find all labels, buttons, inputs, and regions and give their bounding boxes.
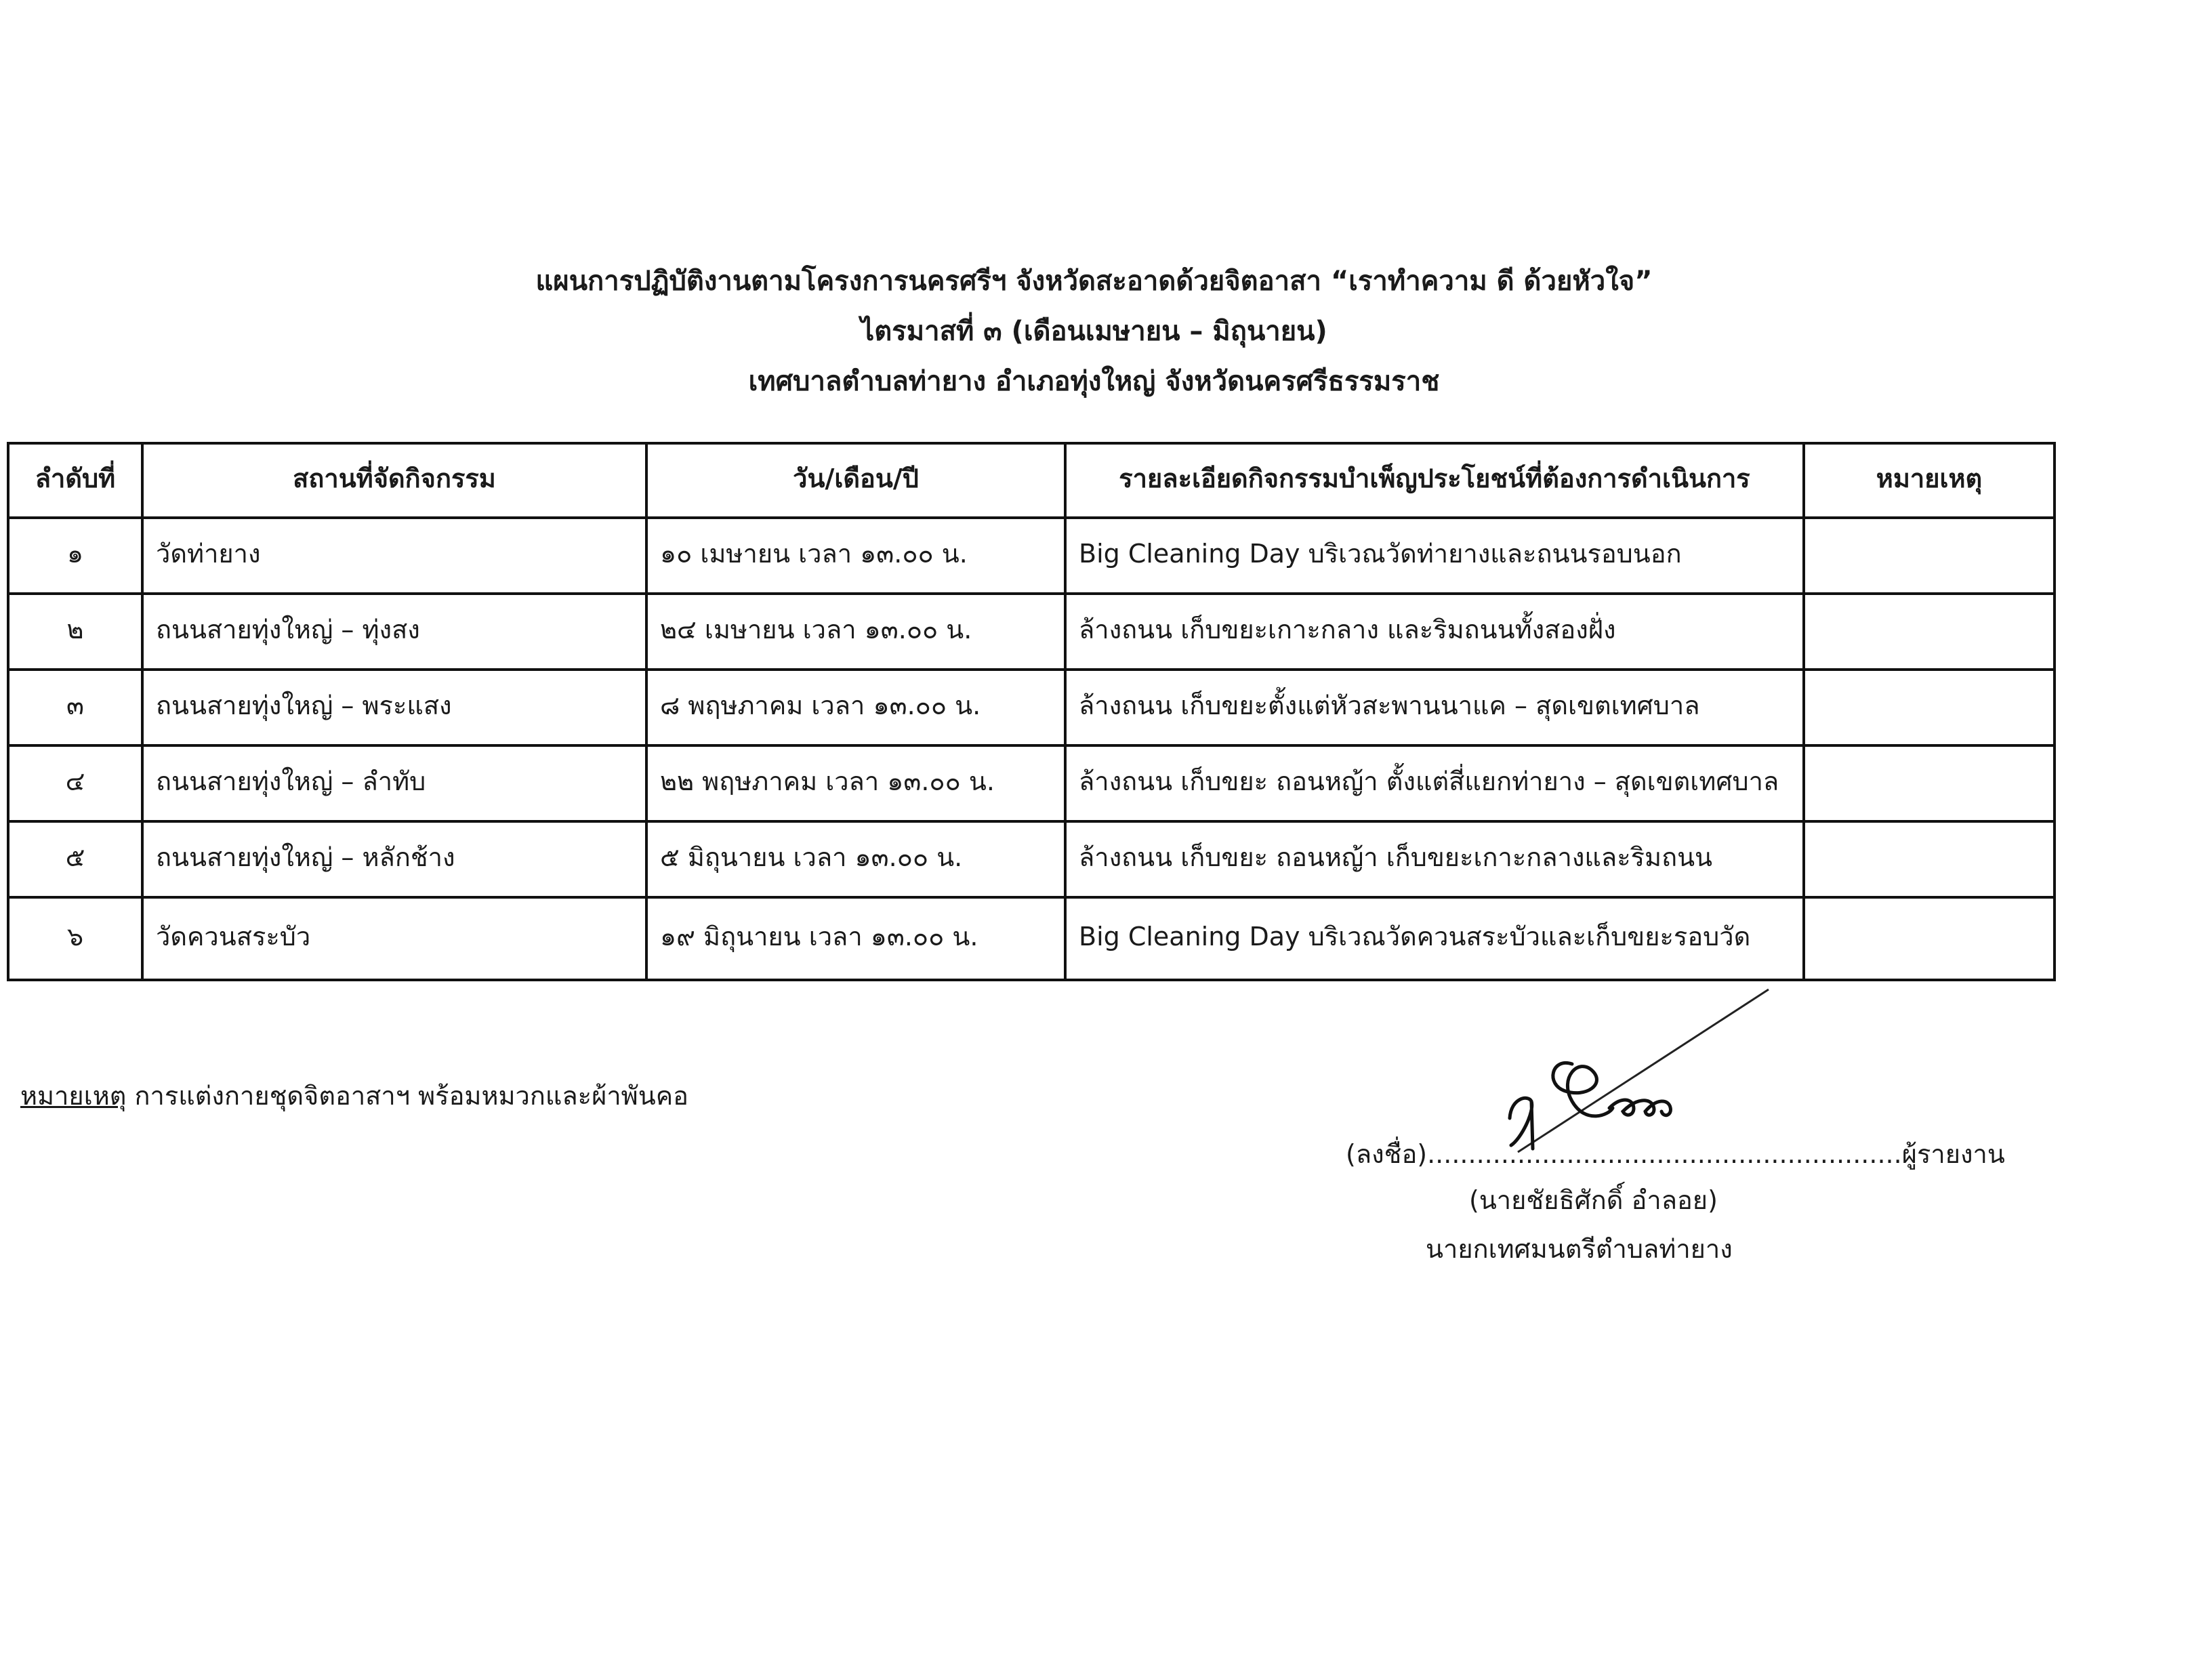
table-horizontal-rule	[7, 516, 2053, 519]
signatory-name: (นายชัยธิศักดิ์ อำลอย)	[1469, 1185, 1718, 1215]
row-place: วัดท่ายาง	[156, 539, 261, 569]
table-horizontal-rule	[7, 896, 2053, 899]
row-date: ๕ มิถุนายน เวลา ๑๓.๐๐ น.	[660, 842, 963, 872]
row-date: ๒๔ เมษายน เวลา ๑๓.๐๐ น.	[660, 615, 972, 644]
header-place: สถานที่จัดกิจกรรม	[293, 464, 496, 493]
header-order: ลำดับที่	[35, 464, 116, 493]
row-date: ๑๐ เมษายน เวลา ๑๓.๐๐ น.	[660, 539, 968, 569]
footnote-label: หมายเหตุ	[20, 1081, 127, 1111]
table-horizontal-rule	[7, 668, 2053, 671]
row-place: ถนนสายทุ่งใหญ่ – หลักช้าง	[156, 842, 455, 872]
row-place: วัดควนสระบัว	[156, 922, 311, 951]
handwritten-signature	[1491, 983, 1775, 1159]
table-vertical-rule	[2053, 442, 2056, 981]
row-number: ๑	[66, 539, 84, 569]
row-detail: ล้างถนน เก็บขยะ ถอนหญ้า ตั้งแต่สี่แยกท่ายาง – สุดเขตเทศบาล	[1079, 766, 1779, 796]
table-horizontal-rule	[7, 442, 2053, 445]
row-place: ถนนสายทุ่งใหญ่ – ทุ่งสง	[156, 615, 420, 644]
row-number: ๔	[65, 766, 85, 796]
row-detail: Big Cleaning Day บริเวณวัดควนสระบัวและเก็บขยะรอบวัด	[1079, 922, 1751, 951]
row-date: ๘ พฤษภาคม เวลา ๑๓.๐๐ น.	[660, 691, 981, 720]
row-detail: ล้างถนน เก็บขยะ ถอนหญ้า เก็บขยะเกาะกลางและริมถนน	[1079, 842, 1713, 872]
table-vertical-rule	[141, 442, 144, 981]
table-horizontal-rule	[7, 744, 2053, 747]
document-title: แผนการปฏิบัติงานตามโครงการนครศรีฯ จังหวัดสะอาดด้วยจิตอาสา “เราทำความ ดี ด้วยหัวใจ”	[535, 266, 1653, 297]
header-date: วัน/เดือน/ปี	[793, 464, 919, 493]
table-horizontal-rule	[7, 592, 2053, 595]
row-number: ๒	[66, 615, 84, 644]
row-place: ถนนสายทุ่งใหญ่ – พระแสง	[156, 691, 452, 720]
table-horizontal-rule	[7, 979, 2053, 981]
row-detail: ล้างถนน เก็บขยะตั้งแต่หัวสะพานนาแค – สุดเขตเทศบาล	[1079, 691, 1700, 720]
footnote-text: การแต่งกายชุดจิตอาสาฯ พร้อมหมวกและผ้าพันคอ	[126, 1081, 688, 1111]
row-date: ๑๙ มิถุนายน เวลา ๑๓.๐๐ น.	[660, 922, 978, 951]
document-subtitle-quarter: ไตรมาสที่ ๓ (เดือนเมษายน – มิถุนายน)	[861, 316, 1327, 347]
signature-line: (ลงชื่อ)..........................................................ผู้รายงาน	[1346, 1139, 2005, 1169]
table-vertical-rule	[1064, 442, 1067, 981]
row-place: ถนนสายทุ่งใหญ่ – ลำทับ	[156, 766, 426, 796]
table-vertical-rule	[1802, 442, 1805, 981]
footnote	[20, 1075, 688, 1116]
row-number: ๖	[66, 922, 84, 951]
header-remark: หมายเหตุ	[1876, 464, 1983, 493]
row-detail: Big Cleaning Day บริเวณวัดท่ายางและถนนรอบนอก	[1079, 539, 1682, 569]
table-horizontal-rule	[7, 820, 2053, 823]
row-number: ๕	[65, 842, 85, 872]
row-number: ๓	[66, 691, 84, 720]
signatory-position: นายกเทศมนตรีตำบลท่ายาง	[1426, 1234, 1733, 1264]
header-details: รายละเอียดกิจกรรมบำเพ็ญประโยชน์ที่ต้องการดำเนินการ	[1119, 464, 1750, 493]
table-vertical-rule	[645, 442, 648, 981]
row-detail: ล้างถนน เก็บขยะเกาะกลาง และริมถนนทั้งสองฝั่ง	[1079, 615, 1616, 644]
document-subtitle-organization: เทศบาลตำบลท่ายาง อำเภอทุ่งใหญ่ จังหวัดนครศรีธรรมราช	[748, 366, 1440, 397]
row-date: ๒๒ พฤษภาคม เวลา ๑๓.๐๐ น.	[660, 766, 995, 796]
